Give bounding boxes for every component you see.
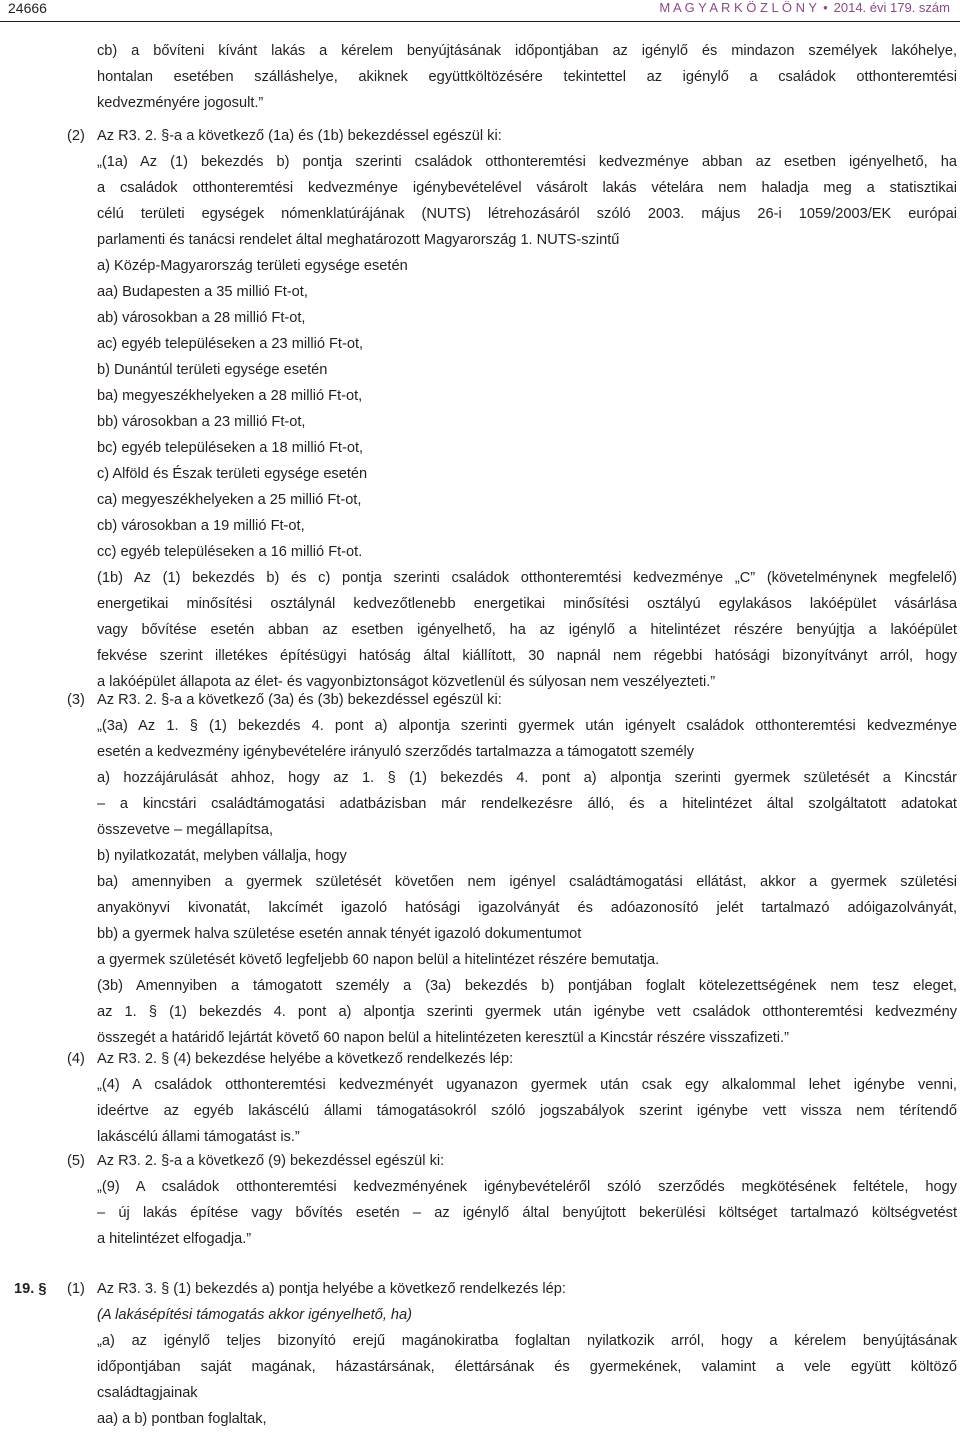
section-number: 19. § <box>14 1281 47 1297</box>
issue-label: 2014. évi 179. szám <box>833 0 950 15</box>
text-line: esetén a kedvezmény igénybevételére irányuló szerződés tartalmazza a támogatott személy <box>97 744 695 760</box>
text-line: lakáscélú állami támogatást is.” <box>97 1129 300 1145</box>
text-line: ac) egyéb településeken a 23 millió Ft-ot, <box>97 336 364 352</box>
text-line: célú területi egységek nómenklatúrájának (NUTS) létrehozásáról szóló 2003. május 26-i 1059/2003/EK európai <box>97 206 957 222</box>
text-line: Az R3. 2. §-a a következő (9) bekezdéssel egészül ki: <box>97 1153 445 1169</box>
text-line: összevetve – megállapítsa, <box>97 822 274 838</box>
text-line: a) Közép-Magyarország területi egysége esetén <box>97 258 408 274</box>
text-line: aa) a b) pontban foglaltak, <box>97 1411 267 1427</box>
text-line: (A lakásépítési támogatás akkor igényelhető, ha) <box>97 1307 413 1323</box>
text-line: bb) városokban a 23 millió Ft-ot, <box>97 414 306 430</box>
text-line: vagy bővítése esetén abban az esetben igényelhető, ha az igénylő a hitelintézet részére benyújtja a lakóépület <box>97 622 957 638</box>
text-line: c) Alföld és Észak területi egysége esetén <box>97 466 368 482</box>
text-line: bb) a gyermek halva születése esetén annak tényét igazoló dokumentumot <box>97 926 582 942</box>
text-line: (1b) Az (1) bekezdés b) és c) pontja szerinti családok otthonteremtési kedvezménye „C” (követelménynek megfelelő) <box>97 570 957 586</box>
text-line: Az R3. 3. § (1) bekezdés a) pontja helyébe a következő rendelkezés lép: <box>97 1281 566 1297</box>
text-line: kedvezményére jogosult.” <box>97 95 264 111</box>
text-line: „(4) A családok otthonteremtési kedvezményét ugyanazon gyermek után csak egy alkalommal lehet igénybe venni, <box>97 1077 957 1093</box>
text-line: fekvése szerint illetékes építésügyi hatóság által kiállított, 30 napnál nem régebbi hatósági bizonyítványt arról, hogy <box>97 648 957 664</box>
text-line: ideértve az egyéb lakáscélú állami támogatásokról szóló jogszabályok szerint igénybe vett vissza nem térítendő <box>97 1103 957 1119</box>
text-line: – a kincstári családtámogatási adatbázisban már rendelkezésre álló, és a hitelintézet által szolgáltatott adatokat <box>97 796 957 812</box>
text-line: „a) az igénylő teljes bizonyító erejű magánokiratba foglaltan nyilatkozik arról, hogy a kérelem benyújtásának <box>97 1333 957 1349</box>
text-line: a gyermek születését követő legfeljebb 60 napon belül a hitelintézet részére bemutatja. <box>97 952 660 968</box>
running-head <box>659 0 950 15</box>
text-line: összegét a határidő lejártát követő 60 napon belül a hitelintézeten keresztül a Kincstár részére visszafizeti.” <box>97 1030 789 1046</box>
text-line: cb) városokban a 19 millió Ft-ot, <box>97 518 305 534</box>
page-header <box>0 0 960 22</box>
text-line: ba) megyeszékhelyeken a 28 millió Ft-ot, <box>97 388 363 404</box>
text-line: „(1a) Az (1) bekezdés b) pontja szerinti családok otthonteremtési kedvezménye abban az esetben igényelhető, ha <box>97 154 957 170</box>
text-line: „(3a) Az 1. § (1) bekezdés 4. pont a) alpontja szerinti gyermek után igényelt családok otthonteremtési kedvezménye <box>97 718 957 734</box>
text-line: aa) Budapesten a 35 millió Ft-ot, <box>97 284 308 300</box>
paragraph-number: (1) <box>67 1281 85 1297</box>
text-line: a családok otthonteremtési kedvezménye igénybevételével vásárolt lakás vételára nem haladja meg a statisztikai <box>97 180 957 196</box>
text-line: ca) megyeszékhelyeken a 25 millió Ft-ot, <box>97 492 362 508</box>
page-number: 24666 <box>8 0 47 16</box>
paragraph-number: (2) <box>67 128 85 144</box>
header-rule <box>0 21 960 22</box>
paragraph-number: (5) <box>67 1153 85 1169</box>
text-line: időpontjában saját magának, házastársának, élettársának és gyermekének, valamint a vele együtt költöző <box>97 1359 957 1375</box>
text-line: „(9) A családok otthonteremtési kedvezményének igénybevételéről szóló szerződés megkötésének feltétele, hogy <box>97 1179 957 1195</box>
text-line: a) hozzájárulását ahhoz, hogy az 1. § (1) bekezdés 4. pont a) alpontja szerinti gyermek születését a Kincstár <box>97 770 957 786</box>
text-line: Az R3. 2. § (4) bekezdése helyébe a következő rendelkezés lép: <box>97 1051 514 1067</box>
paragraph-number: (4) <box>67 1051 85 1067</box>
text-line: családtagjainak <box>97 1385 198 1401</box>
text-line: bc) egyéb településeken a 18 millió Ft-ot, <box>97 440 364 456</box>
text-line: a lakóépület állapota az élet- és vagyonbiztonságot közvetlenül és súlyosan nem veszélyezteti.” <box>97 674 716 690</box>
text-line: cc) egyéb településeken a 16 millió Ft-ot. <box>97 544 363 560</box>
text-line: ba) amennyiben a gyermek születését követően nem igényel családtámogatási ellátást, akkor a gyermek születési <box>97 874 957 890</box>
journal-title: M A G Y A R K Ö Z L Ö N Y <box>659 0 818 15</box>
text-line: (3b) Amennyiben a támogatott személy a (3a) bekezdés b) pontjában foglalt kötelezettségének nem tesz eleget, <box>97 978 957 994</box>
text-line: az 1. § (1) bekezdés 4. pont a) alpontja szerinti gyermek után igénybe vett családok otthonteremtési kedvezmény <box>97 1004 957 1020</box>
text-line: Az R3. 2. §-a a következő (1a) és (1b) bekezdéssel egészül ki: <box>97 128 502 144</box>
text-line: ab) városokban a 28 millió Ft-ot, <box>97 310 306 326</box>
text-line: cb) a bővíteni kívánt lakás a kérelem benyújtásának időpontjában az igénylő és mindazon személyek lakóhelye, <box>97 43 957 59</box>
text-line: a hitelintézet elfogadja.” <box>97 1231 252 1247</box>
text-line: b) Dunántúl területi egysége esetén <box>97 362 328 378</box>
text-line: anyakönyvi kivonatát, lakcímét igazoló hatósági igazolványát és adóazonosító jelét tartalmazó adóigazolványát, <box>97 900 957 916</box>
text-line: hontalan esetében szálláshelye, akiknek együttköltözésére tekintettel az igénylő a családok otthonteremtési <box>97 69 957 85</box>
text-line: parlamenti és tanácsi rendelet által meghatározott Magyarország 1. NUTS-szintű <box>97 232 620 248</box>
bullet-separator: • <box>823 0 828 15</box>
text-line: b) nyilatkozatát, melyben vállalja, hogy <box>97 848 347 864</box>
text-line: – új lakás építése vagy bővítés esetén – az igénylő által benyújtott bekerülési költséget tartalmazó költségvetést <box>97 1205 957 1221</box>
text-line: Az R3. 2. §-a a következő (3a) és (3b) bekezdéssel egészül ki: <box>97 692 502 708</box>
paragraph-number: (3) <box>67 692 85 708</box>
text-line: energetikai minősítési osztálynál kedvezőtlenebb energetikai minősítési osztályú egylakásos lakóépület vásárlása <box>97 596 957 612</box>
